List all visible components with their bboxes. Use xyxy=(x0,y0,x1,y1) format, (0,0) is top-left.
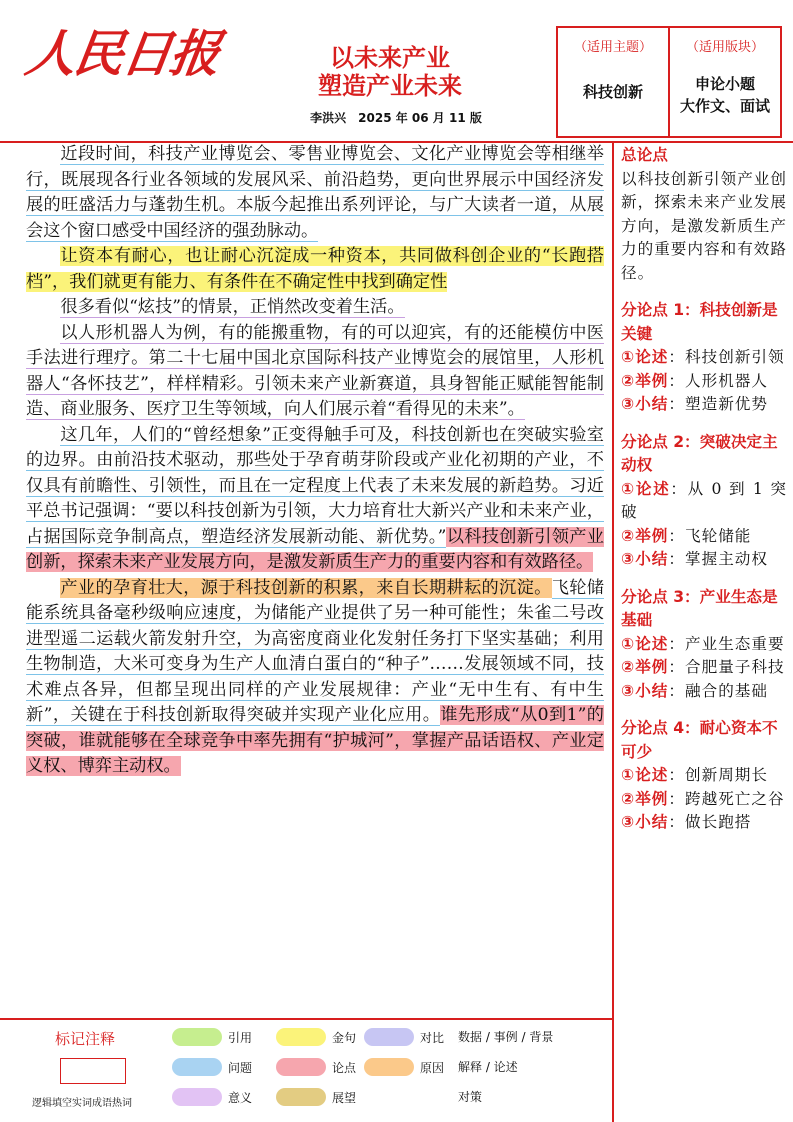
sub-argument-title: 分论点 2：突破决定主动权 xyxy=(621,432,778,474)
article-headline xyxy=(290,44,490,100)
sub-arguments-list xyxy=(621,299,787,835)
sub-argument-ju-text: 跨越死亡之谷 xyxy=(685,789,785,808)
sub-argument-jie xyxy=(621,680,787,704)
fill-in-marker-sample xyxy=(60,1058,126,1084)
legend-extra-data: 数据 / 事例 / 背景 xyxy=(458,1030,554,1044)
legend-swatch xyxy=(276,1058,326,1076)
sub-argument-jie-label: ③小结 xyxy=(621,681,669,700)
sub-argument-ju xyxy=(621,656,787,680)
sub-argument-ju xyxy=(621,525,787,549)
label-separator: ： xyxy=(668,526,685,545)
legend-label: 金句 xyxy=(332,1031,357,1045)
sub-thesis-sentence: 谁先形成“从0到1”的突破，谁就能够在全球竞争中率先拥有“护城河”，掌握产品话语权、产业定义权、博弈主动权。 xyxy=(26,705,604,776)
golden-sentence: 让资本有耐心，也让耐心沉淀成一种资本，共同做科创企业的“长跑搭档”，我们就更有能力、有条件在不确定性中找到确定性 xyxy=(26,246,604,292)
tag-box xyxy=(556,26,782,138)
paragraph-4 xyxy=(26,321,604,423)
sub-argument-ju-label: ②举例 xyxy=(621,658,669,676)
legend-swatch xyxy=(364,1058,414,1076)
headline-line-2: 塑造产业未来 xyxy=(318,72,462,100)
main-argument-section xyxy=(621,144,787,285)
sub-argument-2 xyxy=(621,431,787,572)
sub-argument-title: 分论点 3：产业生态是基础 xyxy=(621,587,778,629)
main-argument-text: 以科技创新引领产业创新，探索未来产业发展方向，是激发新质生产力的重要内容和有效路径。 xyxy=(621,169,787,282)
main-thesis-sentence: 以科技创新引领产业创新，探索未来产业发展方向，是激发新质生产力的重要内容和有效路径。 xyxy=(26,526,604,572)
label-separator: ： xyxy=(668,813,685,831)
sub-argument-lun xyxy=(621,764,787,788)
sub-argument-jie-text: 融合的基础 xyxy=(685,681,768,700)
legend-extra-measure: 对策 xyxy=(458,1090,483,1104)
legend-title: 标记注释 xyxy=(55,1030,116,1048)
meaning-sentence: 很多看似“炫技”的情景，正悄然改变着生活。 xyxy=(60,297,405,317)
sub-argument-jie xyxy=(621,393,787,417)
section-value-line-1: 申论小题 xyxy=(694,75,755,93)
label-separator: ： xyxy=(670,479,688,498)
paragraph-2 xyxy=(26,244,604,295)
sub-argument-ju xyxy=(621,370,787,394)
sub-argument-lun-text: 创新周期长 xyxy=(685,766,768,784)
label-separator: ： xyxy=(668,348,685,366)
sub-argument-lun-text: 从 0 到 1 突破 xyxy=(621,479,787,521)
sub-argument-jie xyxy=(621,548,787,572)
section-column xyxy=(668,28,780,136)
newspaper-logo: 人民日报 xyxy=(21,24,223,83)
sub-argument-lun xyxy=(621,478,787,525)
legend-note: 逻辑填空实词成语热词 xyxy=(32,1098,132,1109)
sub-argument-ju-text: 合肥量子科技 xyxy=(685,658,785,676)
article-body xyxy=(26,142,604,1012)
legend-divider xyxy=(0,1018,612,1020)
column-divider xyxy=(612,141,614,1122)
sub-argument-lun-label: ①论述 xyxy=(621,766,669,784)
sub-argument-lun-label: ①论述 xyxy=(621,348,669,366)
sub-argument-lun xyxy=(621,633,787,657)
topic-value: 科技创新 xyxy=(582,83,643,101)
cause-sentence: 产业的孕育壮大，源于科技创新的积累，来自长期耕耘的沉淀。 xyxy=(60,577,552,598)
section-label: （适用版块） xyxy=(685,40,764,55)
legend-label: 论点 xyxy=(332,1061,357,1075)
sub-argument-3 xyxy=(621,586,787,704)
sub-argument-1 xyxy=(621,299,787,417)
legend-extra-explain: 解释 / 论述 xyxy=(458,1060,518,1074)
sub-argument-ju-text: 飞轮储能 xyxy=(685,526,752,545)
sub-argument-lun-label: ①论述 xyxy=(621,479,671,498)
sub-argument-jie-label: ③小结 xyxy=(621,813,669,831)
legend-label: 意义 xyxy=(228,1091,253,1105)
sub-argument-lun-text: 产业生态重要 xyxy=(685,634,785,653)
legend-swatch xyxy=(276,1028,326,1046)
sub-argument-lun-text: 科技创新引领 xyxy=(685,348,785,366)
sub-argument-jie-text: 塑造新优势 xyxy=(685,395,768,413)
label-separator: ： xyxy=(668,681,685,700)
label-separator: ： xyxy=(668,550,685,568)
sub-argument-lun-label: ①论述 xyxy=(621,634,669,653)
legend-swatch xyxy=(276,1088,326,1106)
main-argument-title: 总论点 xyxy=(621,146,668,164)
legend-swatch xyxy=(172,1028,222,1046)
argument-outline xyxy=(621,144,787,1114)
sub-argument-jie-label: ③小结 xyxy=(621,550,669,568)
legend-swatch xyxy=(364,1028,414,1046)
section-value-line-2: 大作文、面试 xyxy=(679,97,770,115)
sub-argument-ju-text: 人形机器人 xyxy=(685,371,768,390)
legend-label: 原因 xyxy=(420,1061,445,1075)
robot-example-text: 以人形机器人为例，有的能搬重物，有的可以迎宾，有的还能模仿中医手法进行理疗。第二十七届中国北京国际科技产业博览会的展馆里，人形机器人“各怀技艺”，样样精彩。引领未来产业新赛道，具身智能正赋能智能制造、商业服务、医疗卫生等领域，向人们展示着“看得见的未来”。 xyxy=(26,322,604,419)
label-separator: ： xyxy=(668,789,685,808)
topic-column xyxy=(558,28,668,136)
legend-swatch xyxy=(172,1058,222,1076)
legend-label: 引用 xyxy=(228,1031,253,1045)
sub-argument-lun xyxy=(621,346,787,370)
quote-background-text: 这几年，人们的“曾经想象”正变得触手可及，科技创新也在突破实验室的边界。由前沿技术驱动，那些处于孕育萌芽阶段或产业化初期的产业，不仅具有前瞻性、引领性，而且在一定程度上代表了未来发展的新趋势。习近平总书记强调：“要以科技创新为引领，大力培育壮大新兴产业和未来产业，占据国际竞争制高点，塑造经济发展新动能、新优势。” xyxy=(26,424,604,547)
paragraph-5 xyxy=(26,423,604,576)
topic-label: （适用主题） xyxy=(573,40,652,55)
section-value xyxy=(680,73,770,117)
byline: 李洪兴 2025 年 06 月 11 版 xyxy=(310,111,482,125)
sub-argument-ju-label: ②举例 xyxy=(621,526,669,545)
sub-argument-jie-text: 掌握主动权 xyxy=(685,550,768,568)
sub-argument-ju-label: ②举例 xyxy=(621,371,669,390)
sub-argument-title: 分论点 1：科技创新是关键 xyxy=(621,301,778,343)
examples-text: 飞轮储能系统具备毫秒级响应速度，为储能产业提供了另一种可能性；朱雀二号改进型遥二运载火箭发射升空，为高密度商业化发射任务打下坚实基础；利用生物制造，大米可变身为生产人血清白蛋白的“种子”……发展领域不同，技术难点各异，但都呈现出同样的产业发展规律：产业“无中生有、有中生新”，关键在于科技创新取得突破并实现产业化应用。 xyxy=(26,577,604,725)
legend-label: 展望 xyxy=(332,1091,357,1105)
sub-argument-title: 分论点 4：耐心资本不可少 xyxy=(621,719,778,761)
label-separator: ： xyxy=(668,634,685,653)
sub-argument-jie xyxy=(621,811,787,835)
sub-argument-ju-label: ②举例 xyxy=(621,789,669,808)
label-separator: ： xyxy=(668,395,685,413)
paragraph-3 xyxy=(26,295,604,321)
sub-argument-jie-text: 做长跑搭 xyxy=(685,813,752,831)
sub-argument-ju xyxy=(621,788,787,812)
paragraph-1 xyxy=(26,142,604,244)
label-separator: ： xyxy=(668,371,685,390)
label-separator: ： xyxy=(668,658,685,676)
intro-background-text: 近段时间，科技产业博览会、零售业博览会、文化产业博览会等相继举行，既展现各行业各领域的发展风采、前沿趋势，更向世界展示中国经济发展的旺盛活力与蓬勃生机。本版今起推出系列评论，与广大读者一道，从展会这个窗口感受中国经济的强劲脉动。 xyxy=(26,144,604,241)
legend-label: 问题 xyxy=(228,1061,253,1075)
sub-argument-4 xyxy=(621,717,787,835)
legend-label: 对比 xyxy=(420,1031,445,1045)
headline-line-1: 以未来产业 xyxy=(330,44,450,72)
legend-swatch xyxy=(172,1088,222,1106)
label-separator: ： xyxy=(668,766,685,784)
paragraph-6 xyxy=(26,576,604,780)
sub-argument-jie-label: ③小结 xyxy=(621,395,669,413)
